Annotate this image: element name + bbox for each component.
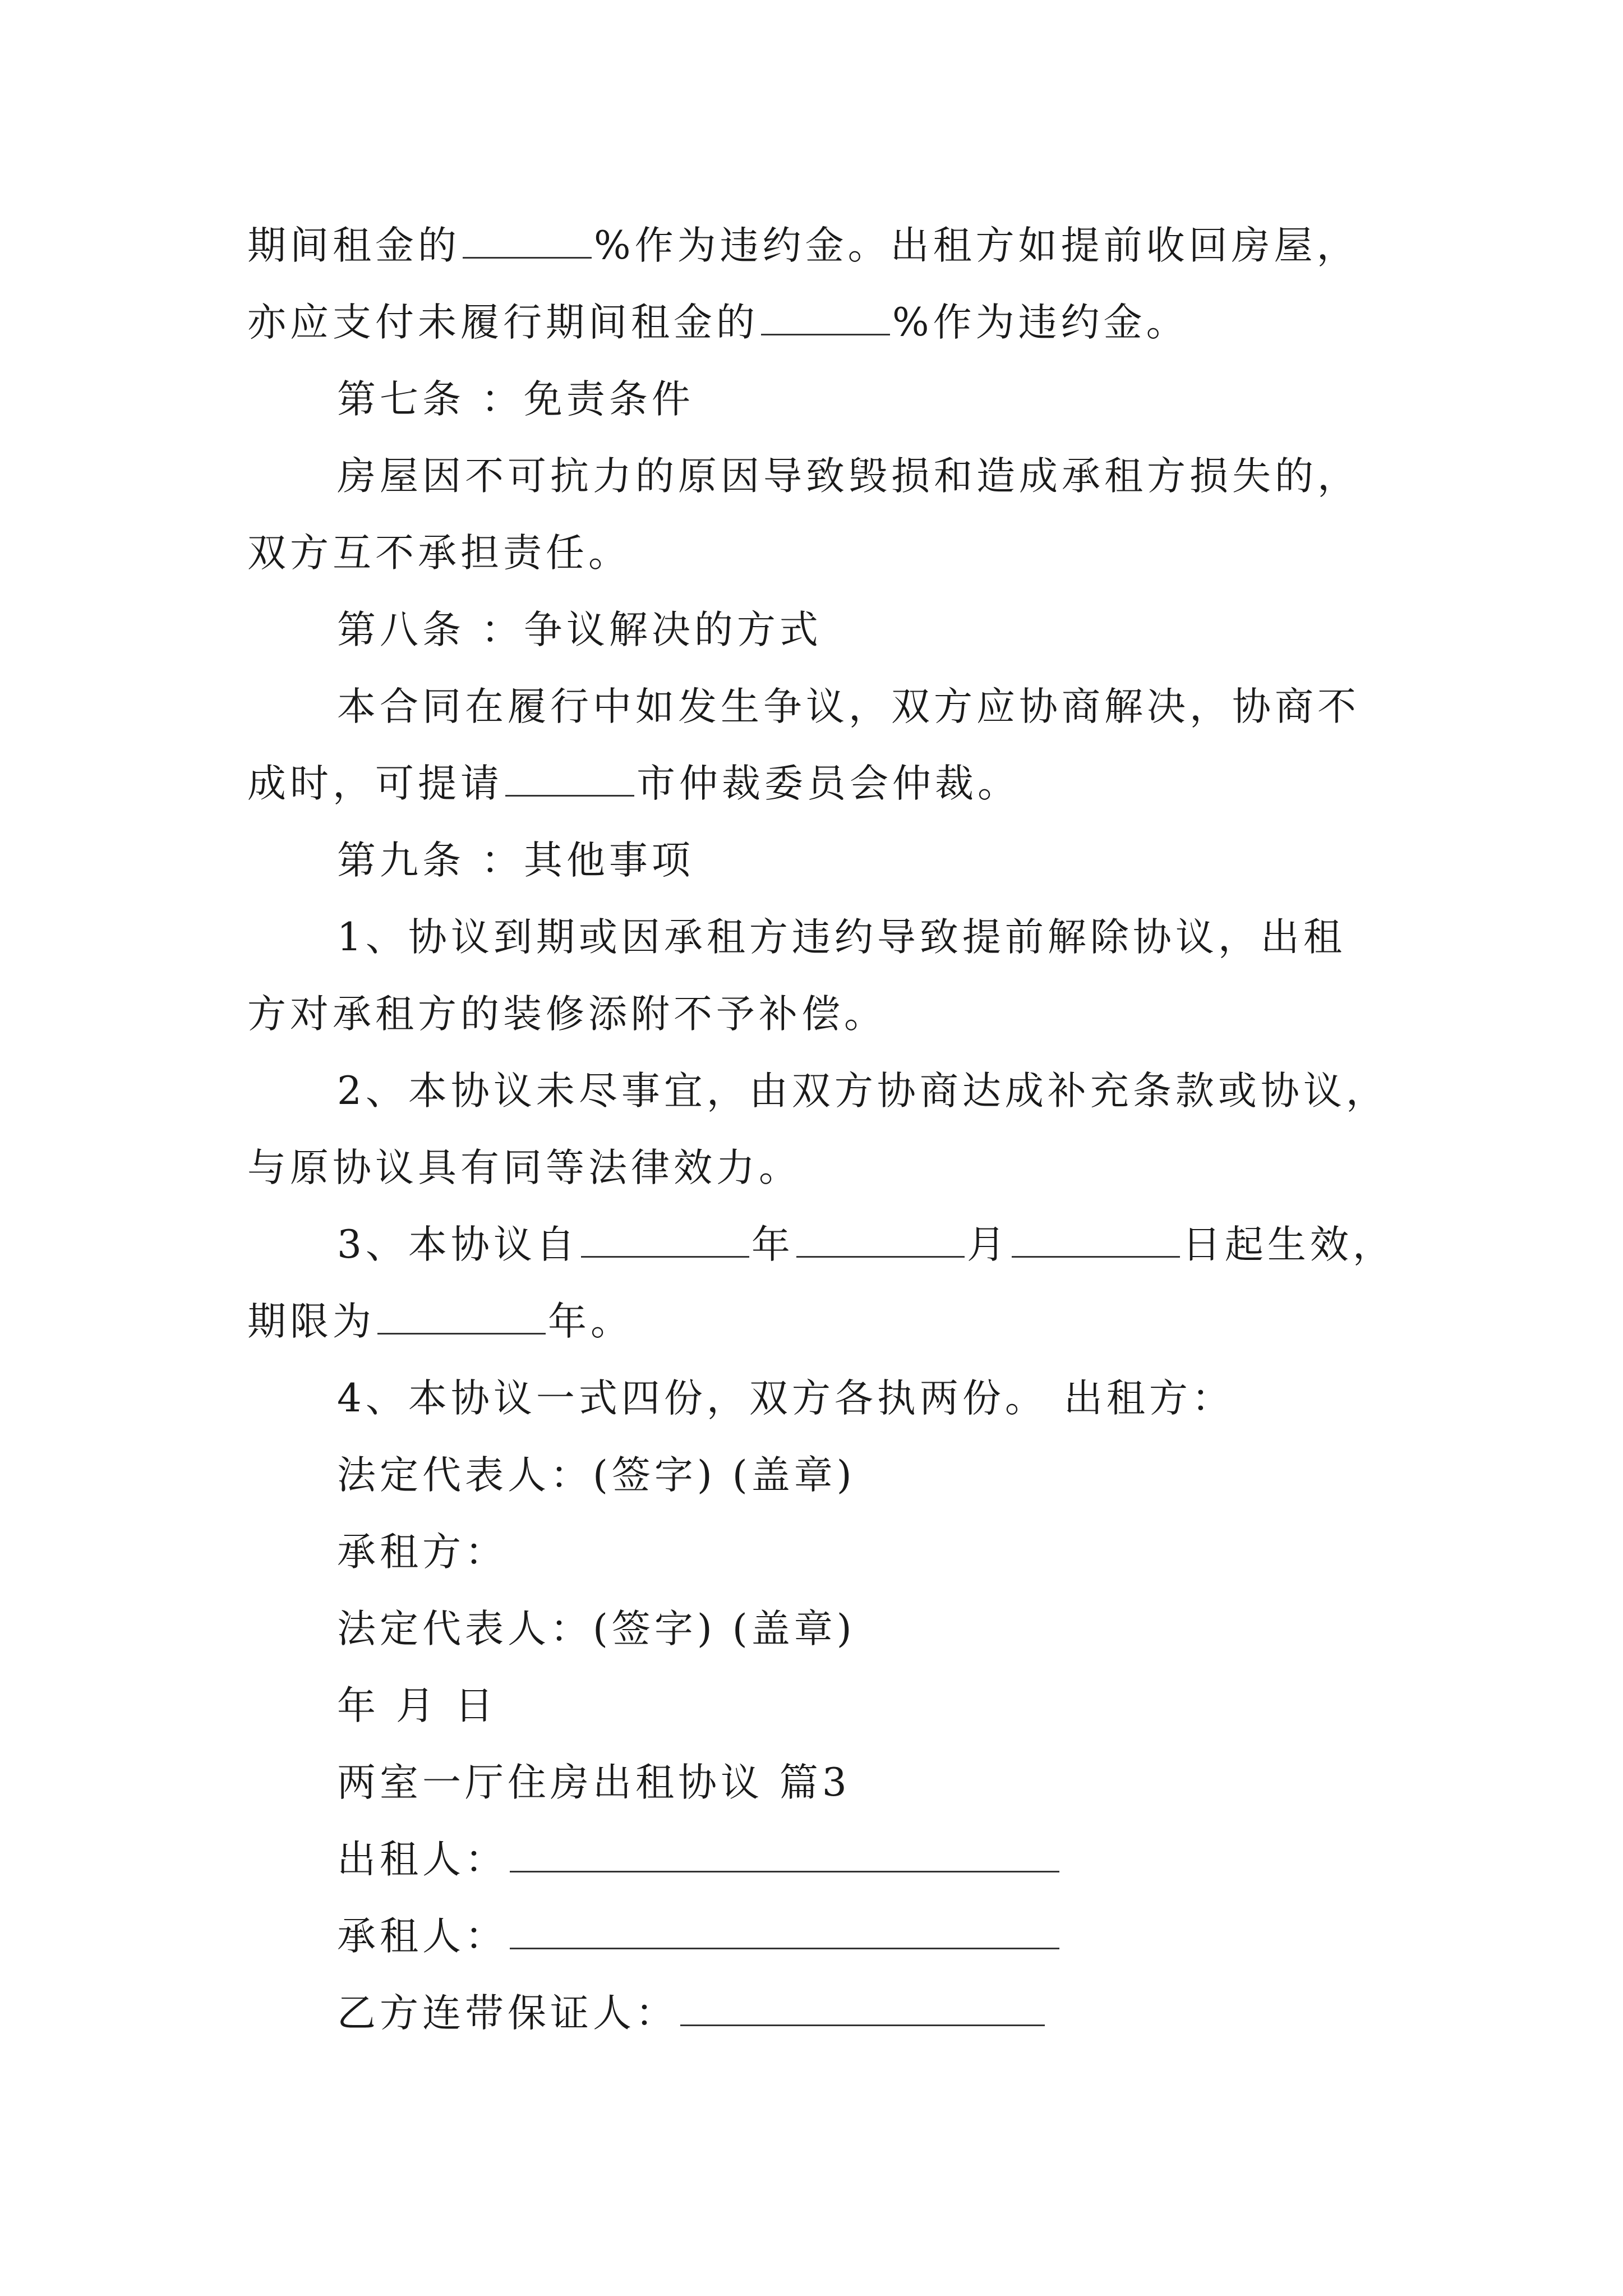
fill-in-blank	[510, 1839, 1059, 1872]
document-body	[247, 208, 1395, 2052]
text-segment: 亦应支付未履行期间租金的	[247, 300, 759, 345]
text-segment: 市仲裁委员会仲裁。	[637, 761, 1020, 806]
fill-in-blank	[1012, 1225, 1180, 1258]
text-segment: 期限为	[247, 1299, 375, 1344]
fill-in-blank	[680, 1993, 1045, 2026]
fill-in-blank	[796, 1225, 965, 1258]
paragraph-line: 与原协议具有同等法律效力。	[247, 1145, 801, 1190]
signature-line: 承租方：	[337, 1530, 508, 1575]
paragraph-line: 4、本协议一式四份，双方各执两份。 出租方：	[337, 1376, 1234, 1421]
fill-in-blank	[761, 302, 890, 335]
text-segment: 月	[966, 1222, 1009, 1267]
party-line	[247, 1975, 1391, 2052]
text-segment: 日起生效，	[1182, 1222, 1395, 1267]
article-heading: 第八条 ：争议解决的方式	[337, 608, 822, 652]
fill-in-blank	[377, 1301, 546, 1335]
fill-in-blank	[510, 1916, 1059, 1949]
party-label: 承租人：	[337, 1914, 508, 1959]
paragraph-line: 2、本协议未尽事宜，由双方协商达成补充条款或协议，	[337, 1069, 1389, 1114]
fill-in-blank	[463, 226, 592, 259]
paragraph-line: 本合同在履行中如发生争议，双方应协商解决，协商不	[337, 684, 1360, 729]
signature-line: 法定代表人：(签字) (盖章)	[337, 1607, 856, 1651]
text-segment: %作为违约金。出租方如提前收回房屋，	[594, 223, 1359, 268]
text-segment: %作为违约金。	[892, 300, 1189, 345]
text-segment: 成时，可提请	[247, 761, 503, 806]
paragraph-line: 房屋因不可抗力的原因导致毁损和造成承租方损失的，	[337, 454, 1360, 499]
text-segment: 年	[751, 1222, 794, 1267]
date-line: 年 月 日	[337, 1683, 497, 1728]
article-heading: 第九条 ：其他事项	[337, 838, 694, 883]
party-line	[247, 1821, 1391, 1898]
article-heading: 第七条 ：免责条件	[337, 377, 694, 422]
paragraph-line: 1、协议到期或因承租方违约导致提前解除协议，出租	[337, 915, 1346, 960]
signature-line: 法定代表人：(签字) (盖章)	[337, 1453, 856, 1498]
text-segment: 年。	[548, 1299, 633, 1344]
fill-in-blank	[581, 1225, 749, 1258]
text-segment: 3、本协议自	[337, 1222, 579, 1267]
text-segment: 期间租金的	[247, 223, 460, 268]
paragraph-line	[247, 208, 1391, 284]
paragraph-line	[247, 1283, 1391, 1360]
party-label: 出租人：	[337, 1837, 508, 1882]
party-label: 乙方连带保证人：	[337, 1991, 678, 2036]
paragraph-line	[247, 746, 1391, 822]
section-title: 两室一厅住房出租协议 篇3	[337, 1760, 851, 1805]
party-line	[247, 1898, 1391, 1975]
paragraph-line	[247, 284, 1391, 361]
paragraph-line	[247, 1207, 1395, 1283]
paragraph-line: 双方互不承担责任。	[247, 531, 631, 576]
fill-in-blank	[505, 763, 634, 797]
paragraph-line: 方对承租方的装修添附不予补偿。	[247, 992, 887, 1037]
